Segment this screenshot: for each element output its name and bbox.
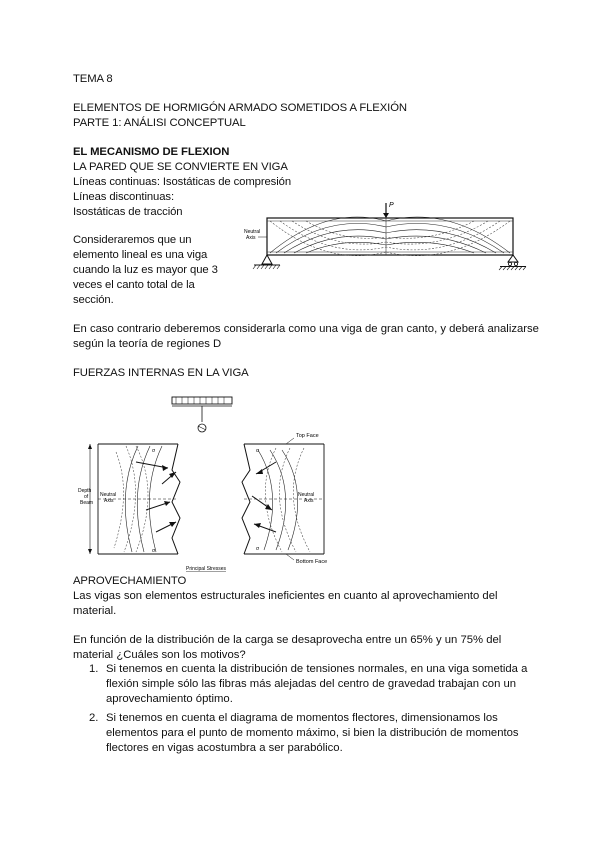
svg-text:σ: σ [256, 448, 260, 454]
aprovechamiento-paragraph-1: Las vigas son elementos estructurales ineficientes en cuanto al aprovechamiento del material. [73, 590, 498, 617]
tema-label: TEMA 8 [73, 73, 113, 85]
legend-line-3: Isostáticas de tracción [73, 206, 183, 218]
svg-text:σ: σ [256, 546, 260, 552]
neutral-axis-right-2: Axis [304, 498, 314, 504]
section-subheading-pared: LA PARED QUE SE CONVIERTE EN VIGA [73, 161, 288, 173]
depth-label-3: Beam [80, 500, 94, 506]
svg-text:σ: σ [152, 548, 156, 554]
svg-text:σ: σ [152, 448, 156, 454]
consider-line-1: Consideraremos que un [73, 234, 192, 246]
list-item [73, 711, 543, 756]
list-item-text: Si tenemos en cuenta el diagrama de momentos flectores, dimensionamos los elementos para el punto de momento máximo, si bien la distribución de momentos flectores en vigas acostumbra a ser parabólico. [106, 712, 519, 754]
depth-label-2: of [84, 494, 89, 500]
legend-line-1: Líneas continuas: Isostáticas de compresión [73, 176, 291, 188]
neutral-axis-left-2: Axis [104, 498, 114, 504]
principal-stresses-caption: Principal Stresses [186, 566, 227, 572]
list-item-number: 2. [89, 712, 99, 724]
aprovechamiento-paragraph-2: En función de la distribución de la carga se desaprovecha entre un 65% y un 75% del material ¿Cuáles son los motivos? [73, 634, 502, 661]
neutral-axis-label-1: Neutral [244, 229, 261, 235]
depth-label-1: Depth [78, 488, 92, 494]
neutral-axis-label-2: Axis [246, 235, 256, 241]
consider-line-3: cuando la luz es mayor que 3 [73, 264, 218, 276]
neutral-axis-left-1: Neutral [100, 492, 117, 498]
top-face-label: Top Face [296, 433, 319, 439]
consider-line-5: sección. [73, 294, 114, 306]
consider-line-4: veces el canto total de la [73, 279, 195, 291]
neutral-axis-right-1: Neutral [298, 492, 315, 498]
bottom-face-label: Bottom Face [296, 559, 328, 565]
beam-isostatic-figure [240, 197, 530, 277]
document-subtitle: PARTE 1: ANÁLISI CONCEPTUAL [73, 117, 246, 129]
section-heading-aprovechamiento: APROVECHAMIENTO [73, 575, 187, 587]
list-item-number: 1. [89, 663, 99, 675]
list-item [73, 662, 543, 707]
motivos-list [73, 662, 543, 760]
consider-line-2: elemento lineal es una viga [73, 249, 208, 261]
list-item-text: Si tenemos en cuenta la distribución de tensiones normales, en una viga sometida a flexión simple sólo las fibras más alejadas del centro de gravedad trabajan con un aprovechamiento óptimo. [106, 663, 528, 705]
gran-canto-paragraph: En caso contrario deberemos considerarla como una viga de gran canto, y deberá analizarse según la teoría de regiones D [73, 323, 539, 350]
load-label: P [389, 202, 394, 209]
principal-stresses-figure [76, 392, 366, 574]
section-heading-flexion: EL MECANISMO DE FLEXION [73, 146, 230, 158]
section-heading-fuerzas: FUERZAS INTERNAS EN LA VIGA [73, 367, 249, 379]
legend-line-2: Líneas discontinuas: [73, 191, 174, 203]
document-title: ELEMENTOS DE HORMIGÓN ARMADO SOMETIDOS A FLEXIÓN [73, 102, 407, 114]
